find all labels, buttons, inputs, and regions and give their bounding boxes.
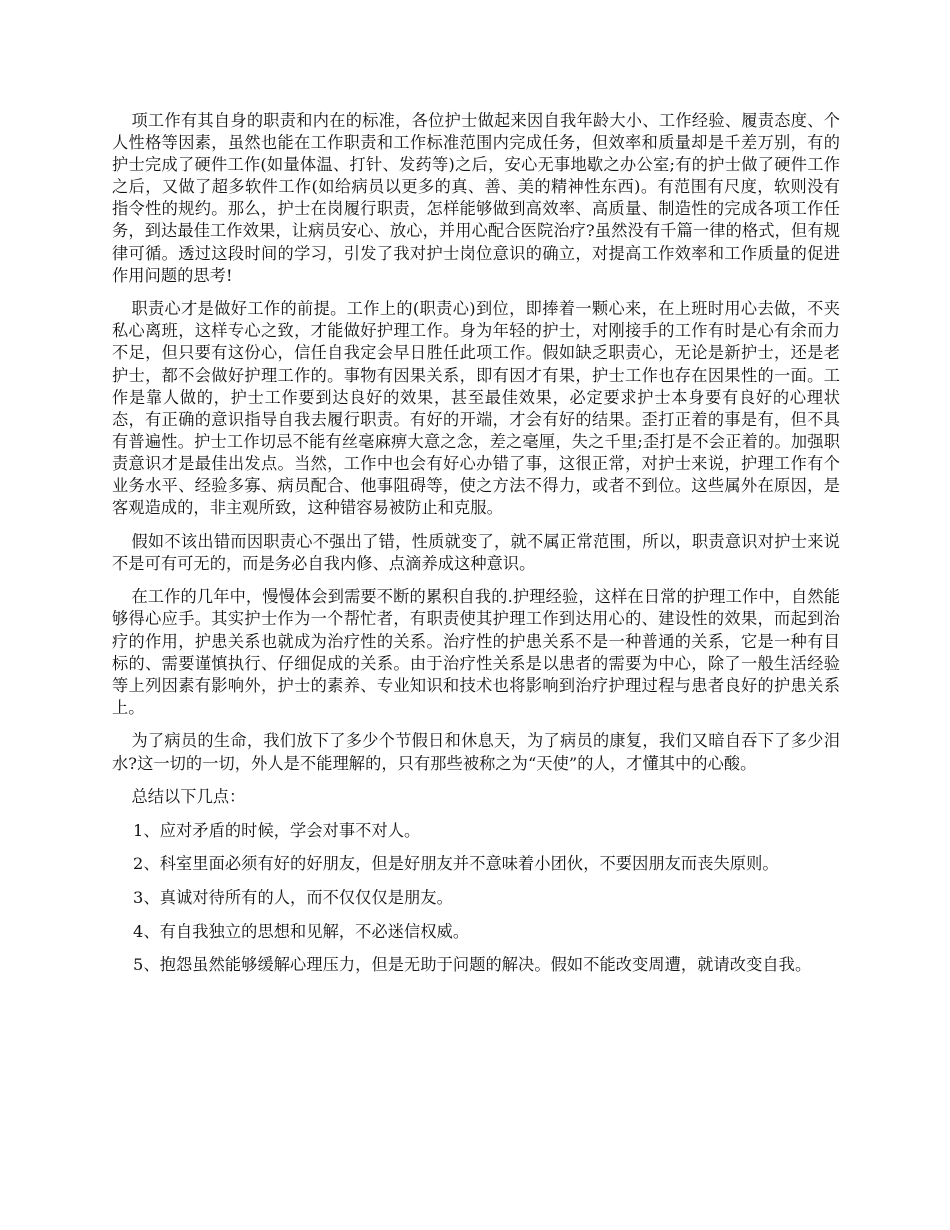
paragraph-responsibility: 职责心才是做好工作的前提。工作上的(职责心)到位，即捧着一颗心来，在上班时用心去做，不夹私心离班，这样专心之致，才能做好护理工作。身为年轻的护士，对刚接手的工作有时是心有余而力不足，但只要有这份心，信任自我定会早日胜任此项工作。假如缺乏职责心，无论是新护士，还是老护士，都不会做好护理工作的。事物有因果关系，即有因才有果，护士工作也存在因果性的一面。工作是靠人做的，护士工作要到达良好的效果，甚至最佳效果，必定要求护士本身要有良好的心理状态，有正确的意识指导自我去履行职责。有好的开端，才会有好的结果。歪打正着的事是有，但不具有普遍性。护士工作切忌不能有丝毫麻痹大意之念，差之毫厘，失之千里;歪打是不会正着的。加强职责意识才是最佳出发点。当然，工作中也会有好心办错了事，这很正常，对护士来说，护理工作有个业务水平、经验多寡、病员配合、他事阻碍等，使之方法不得力，或者不到位。这些属外在原因，是客观造成的，非主观所致，这种错容易被防止和克服。 (112, 299, 840, 518)
summary-item-5: 5、抱怨虽然能够缓解心理压力，但是无助于问题的解决。假如不能改变周遭，就请改变自我。 (133, 955, 812, 975)
summary-item-3: 3、真诚对待所有的人，而不仅仅仅是朋友。 (133, 887, 453, 907)
paragraph-intro: 项工作有其自身的职责和内在的标准，各位护士做起来因自我年龄大小、工作经验、履责态度、个人性格等因素，虽然也能在工作职责和工作标准范围内完成任务，但效率和质量却是千差万别，有的护士完成了硬件工作(如量体温、打针、发药等)之后，安心无事地歇之办公室;有的护士做了硬件工作之后，又做了超多软件工作(如给病员以更多的真、善、美的精神性东西)。有范围有尺度，软则没有指令性的规约。那么，护士在岗履行职责，怎样能够做到高效率、高质量、制造性的完成各项工作任务，到达最佳工作效果，让病员安心、放心，并用心配合医院治疗?虽然没有千篇一律的格式，但有规律可循。透过这段时间的学习，引发了我对护士岗位意识的确立，对提高工作效率和工作质量的促进作用问题的思考! (112, 111, 840, 285)
paragraph-summary-heading: 总结以下几点： (131, 787, 246, 807)
paragraph-sacrifice: 为了病员的生命，我们放下了多少个节假日和休息天，为了病员的康复，我们又暗自吞下了多少泪水?这一切的一切，外人是不能理解的，只有那些被称之为“天使”的人，才懂其中的心酸。 (112, 731, 840, 773)
paragraph-awareness: 假如不该出错而因职责心不强出了错，性质就变了，就不属正常范围，所以，职责意识对护士来说不是可有可无的，而是务必自我内修、点滴养成这种意识。 (112, 531, 840, 573)
paragraph-experience: 在工作的几年中，慢慢体会到需要不断的累积自我的.护理经验，这样在日常的护理工作中，自然能够得心应手。其实护士作为一个帮忙者，有职责使其护理工作到达用心的、建设性的效果，而起到治疗的作用，护患关系也就成为治疗性的关系。治疗性的护患关系不是一种普通的关系，它是一种有目标的、需要谨慎执行、仔细促成的关系。由于治疗性关系是以患者的需要为中心，除了一般生活经验等上列因素有影响外，护士的素养、专业知识和技术也将影响到治疗护理过程与患者良好的护患关系上。 (112, 587, 840, 717)
summary-item-4: 4、有自我独立的思想和见解，不必迷信权威。 (133, 921, 470, 941)
document-body (112, 110, 840, 988)
summary-item-2: 2、科室里面必须有好的好朋友，但是好朋友并不意味着小团伙，不要因朋友而丧失原则。 (133, 854, 779, 874)
summary-item-1: 1、应对矛盾的时候，学会对事不对人。 (133, 820, 421, 840)
